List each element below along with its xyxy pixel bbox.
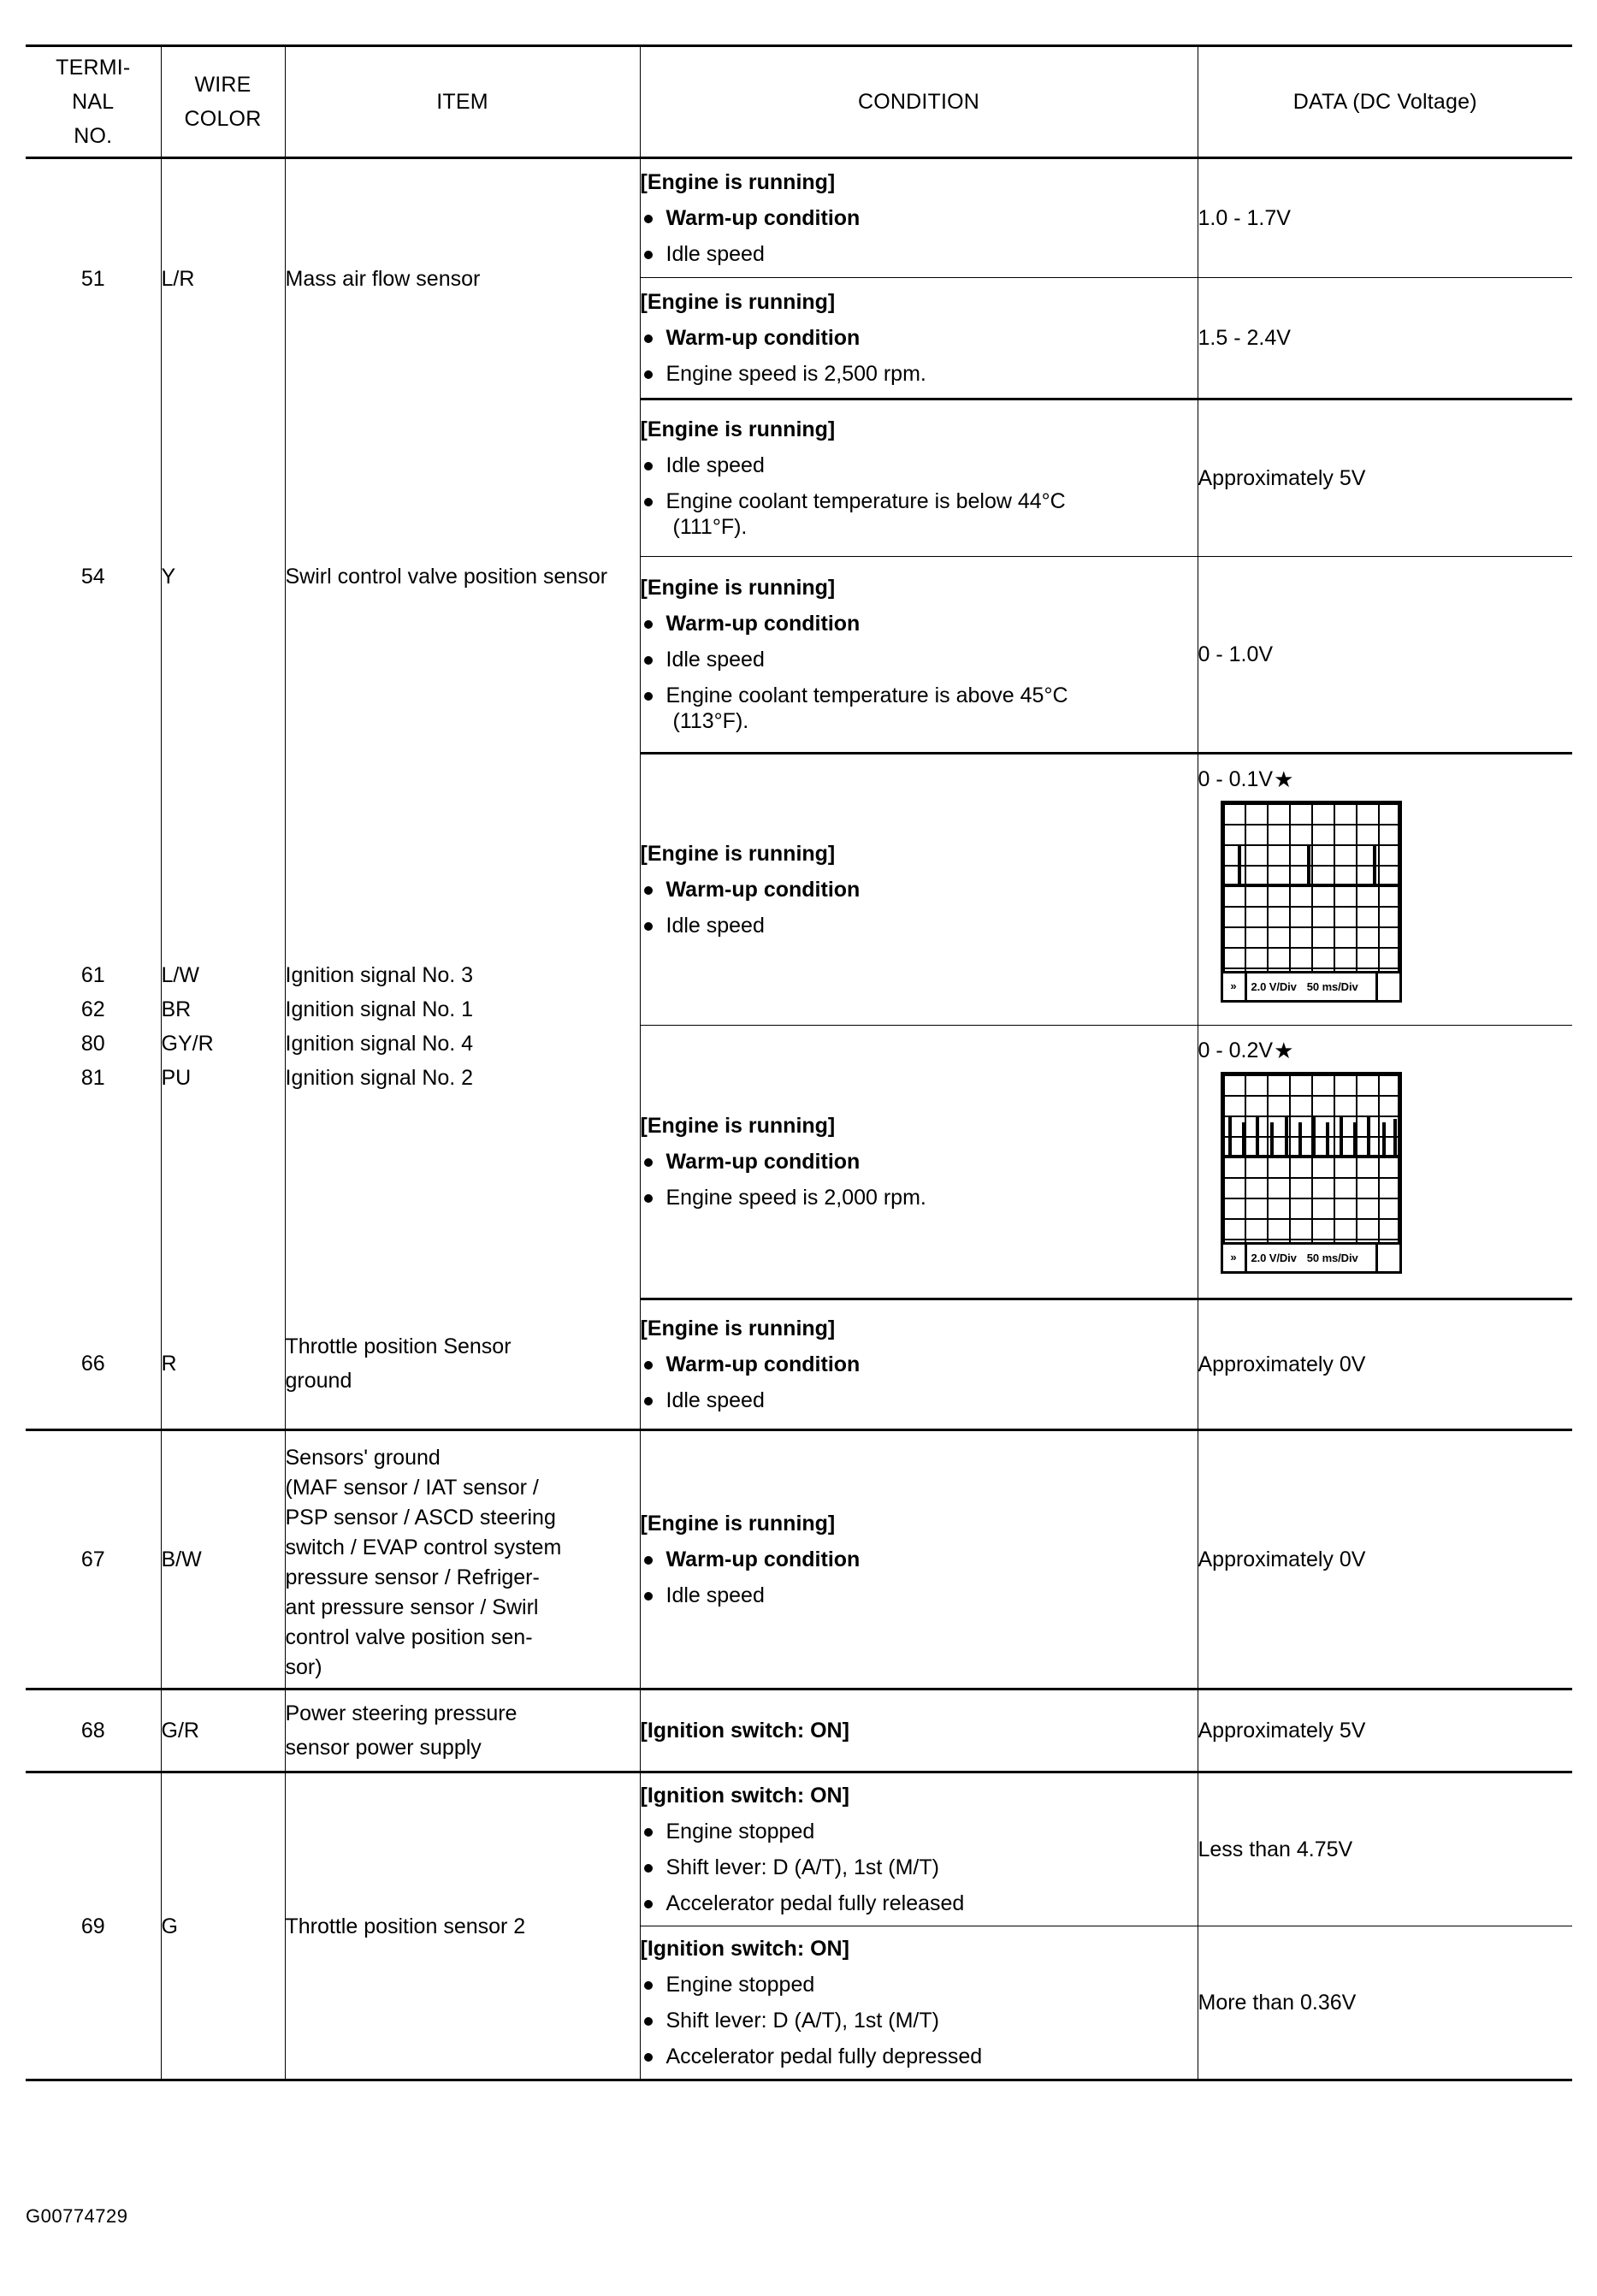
condition-bullet: Engine stopped <box>641 1819 1198 1844</box>
condition-bullet-list <box>641 325 1198 387</box>
cell-condition <box>640 557 1198 754</box>
table-header-row <box>26 46 1572 158</box>
condition-heading: [Engine is running] <box>640 576 836 600</box>
scope-voltage-label <box>1198 1038 1573 1063</box>
cell-item: Power steering pressure sensor power supply <box>285 1689 640 1772</box>
condition-heading: [Engine is running] <box>640 290 836 314</box>
condition-bullet: Shift lever: D (A/T), 1st (M/T) <box>641 2008 1198 2033</box>
condition-bullet-list <box>641 1972 1198 2069</box>
scope-right-box <box>1375 1245 1399 1271</box>
scope-footer-bar <box>1223 971 1399 1000</box>
condition-bullet-list <box>641 205 1198 267</box>
condition-bullet: Engine speed is 2,000 rpm. <box>641 1185 1198 1210</box>
condition-bullet: Accelerator pedal fully depressed <box>641 2044 1198 2069</box>
condition-bullet-list <box>641 453 1198 540</box>
cell-condition <box>640 1026 1198 1299</box>
table-row <box>26 1299 1572 1430</box>
cell-item: Ignition signal No. 3 Ignition signal No. 1 Ignition signal No. 4 Ignition signal No. 2 <box>285 754 640 1299</box>
condition-heading: [Ignition switch: ON] <box>640 1784 849 1808</box>
cell-terminal-no: 68 <box>26 1689 161 1772</box>
cell-condition <box>640 1299 1198 1430</box>
condition-bullet: Engine speed is 2,500 rpm. <box>641 361 1198 387</box>
table-row <box>26 1689 1572 1772</box>
condition-bullet: Warm-up condition <box>641 1352 1198 1377</box>
condition-bullet: Accelerator pedal fully released <box>641 1891 1198 1916</box>
scope-trace-baseline <box>1223 1155 1399 1157</box>
cell-terminal-no: 51 <box>26 158 161 399</box>
condition-bullet: Idle speed <box>641 1583 1198 1608</box>
condition-bullet-list <box>641 1547 1198 1608</box>
condition-bullet: Warm-up condition <box>641 325 1198 351</box>
cell-terminal-no: 67 <box>26 1430 161 1689</box>
condition-bullet: Warm-up condition <box>641 1149 1198 1175</box>
cell-condition <box>640 1689 1198 1772</box>
scope-voltage-label <box>1198 766 1573 792</box>
cell-condition <box>640 158 1198 278</box>
scope-play-icon: » <box>1223 1245 1247 1271</box>
condition-bullet: Idle speed <box>641 913 1198 938</box>
cell-condition <box>640 278 1198 399</box>
condition-bullet: Idle speed <box>641 1388 1198 1413</box>
cell-item: Mass air flow sensor <box>285 158 640 399</box>
scope-right-box <box>1375 973 1399 1000</box>
condition-bullet-list <box>641 1819 1198 1916</box>
condition-bullet-list <box>641 1352 1198 1413</box>
cell-data <box>1198 754 1572 1026</box>
condition-heading: [Engine is running] <box>640 417 836 441</box>
cell-item: Throttle position Sensor ground <box>285 1299 640 1430</box>
oscilloscope-figure-2 <box>1198 1038 1573 1274</box>
cell-data: More than 0.36V <box>1198 1926 1572 2080</box>
cell-condition <box>640 754 1198 1026</box>
table-row <box>26 1772 1572 1926</box>
condition-heading: [Ignition switch: ON] <box>640 1719 849 1743</box>
condition-bullet-list <box>641 1149 1198 1210</box>
condition-bullet-list <box>641 611 1198 734</box>
figure-reference-code: G00774729 <box>26 2205 128 2227</box>
header-terminal-no: TERMI- NAL NO. <box>26 46 161 158</box>
condition-bullet-cont: (113°F). <box>672 709 749 733</box>
scope-voltage-value: 0 - 0.2V <box>1198 1039 1274 1062</box>
condition-heading: [Engine is running] <box>640 1114 836 1138</box>
condition-bullet-list <box>641 877 1198 938</box>
scope-footer-bar <box>1223 1242 1399 1271</box>
condition-bullet: Idle speed <box>641 241 1198 267</box>
condition-bullet-text: Engine coolant temperature is above 45°C <box>665 683 1068 707</box>
condition-bullet: Warm-up condition <box>641 877 1198 902</box>
header-condition: CONDITION <box>640 46 1198 158</box>
condition-bullet <box>641 453 1198 478</box>
condition-bullet <box>641 683 1198 734</box>
scope-volts-per-div: 2.0 V/Div <box>1251 1251 1297 1264</box>
scope-grid <box>1223 803 1399 971</box>
cell-wire-color: G <box>161 1772 285 2080</box>
condition-bullet-text: Engine coolant temperature is below 44°C <box>665 489 1066 513</box>
cell-condition <box>640 1772 1198 1926</box>
table-row <box>26 754 1572 1026</box>
cell-data: 1.5 - 2.4V <box>1198 278 1572 399</box>
condition-heading: [Engine is running] <box>640 1317 836 1340</box>
cell-wire-color: Y <box>161 399 285 754</box>
condition-bullet <box>641 488 1198 540</box>
condition-bullet: Engine stopped <box>641 1972 1198 1997</box>
scope-screen <box>1221 1072 1402 1274</box>
cell-terminal-no: 61 62 80 81 <box>26 754 161 1299</box>
cell-condition <box>640 399 1198 557</box>
condition-bullet-text: Idle speed <box>665 453 765 477</box>
scope-grid <box>1223 1074 1399 1242</box>
condition-heading: [Ignition switch: ON] <box>640 1937 849 1961</box>
condition-heading: [Engine is running] <box>640 842 836 866</box>
condition-bullet: Warm-up condition <box>641 611 1198 636</box>
cell-terminal-no: 66 <box>26 1299 161 1430</box>
scope-time-per-div: 50 ms/Div <box>1306 979 1358 993</box>
condition-bullet-cont: (111°F). <box>672 515 748 539</box>
cell-data: Approximately 0V <box>1198 1430 1572 1689</box>
header-data: DATA (DC Voltage) <box>1198 46 1572 158</box>
scope-play-icon: » <box>1223 973 1247 1000</box>
cell-condition <box>640 1926 1198 2080</box>
condition-bullet: Idle speed <box>641 647 1198 672</box>
cell-wire-color: G/R <box>161 1689 285 1772</box>
cell-wire-color: L/R <box>161 158 285 399</box>
cell-data: Approximately 5V <box>1198 1689 1572 1772</box>
cell-terminal-no: 69 <box>26 1772 161 2080</box>
table-row <box>26 1430 1572 1689</box>
condition-bullet: Warm-up condition <box>641 205 1198 231</box>
cell-wire-color: L/W BR GY/R PU <box>161 754 285 1299</box>
condition-bullet: Warm-up condition <box>641 1547 1198 1572</box>
header-wire-color: WIRE COLOR <box>161 46 285 158</box>
cell-wire-color: R <box>161 1299 285 1430</box>
scope-volts-per-div: 2.0 V/Div <box>1251 979 1297 993</box>
header-item: ITEM <box>285 46 640 158</box>
cell-data: 1.0 - 1.7V <box>1198 158 1572 278</box>
condition-heading: [Engine is running] <box>640 1512 836 1536</box>
terminal-spec-table <box>26 44 1572 2081</box>
table-row <box>26 158 1572 278</box>
cell-data <box>1198 1026 1572 1299</box>
cell-terminal-no: 54 <box>26 399 161 754</box>
scope-time-per-div: 50 ms/Div <box>1306 1251 1358 1264</box>
scope-screen <box>1221 801 1402 1003</box>
condition-heading: [Engine is running] <box>640 170 836 194</box>
oscilloscope-figure-1 <box>1198 766 1573 1003</box>
cell-item: Throttle position sensor 2 <box>285 1772 640 2080</box>
star-icon: ★ <box>1274 766 1294 792</box>
scope-voltage-value: 0 - 0.1V <box>1198 767 1274 791</box>
table-row <box>26 399 1572 557</box>
cell-item: Sensors' ground (MAF sensor / IAT sensor / PSP sensor / ASCD steering switch / EVAP control system pressure sensor / Refriger- ant pressure sensor / Swirl control valve position sen- sor) <box>285 1430 640 1689</box>
cell-item: Swirl control valve position sensor <box>285 399 640 754</box>
condition-bullet: Shift lever: D (A/T), 1st (M/T) <box>641 1855 1198 1880</box>
cell-data: Approximately 5V <box>1198 399 1572 557</box>
star-icon: ★ <box>1274 1038 1294 1063</box>
cell-data: Less than 4.75V <box>1198 1772 1572 1926</box>
cell-data: Approximately 0V <box>1198 1299 1572 1430</box>
cell-wire-color: B/W <box>161 1430 285 1689</box>
cell-condition <box>640 1430 1198 1689</box>
cell-data: 0 - 1.0V <box>1198 557 1572 754</box>
